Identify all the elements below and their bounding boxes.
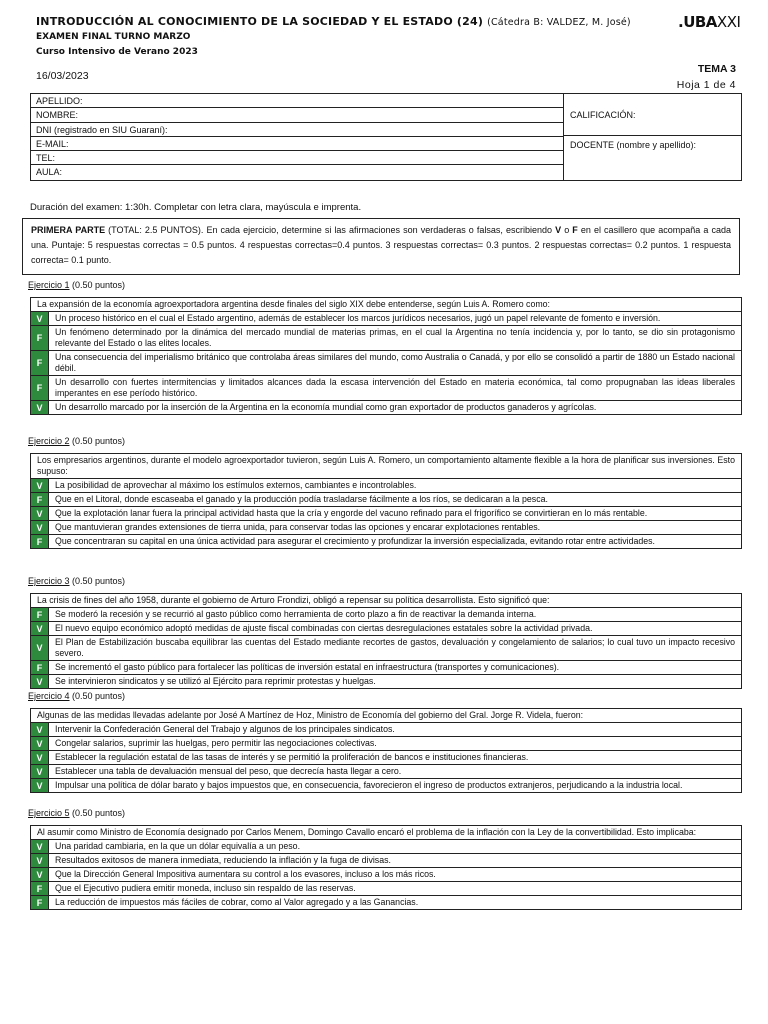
grading-fields	[564, 94, 741, 180]
answer-row	[31, 675, 741, 688]
exercise-question: La expansión de la economía agroexportadora argentina desde finales del siglo XIX debe entenderse, según Luis A. Romero como:	[31, 298, 741, 312]
duration-note: Duración del examen: 1:30h. Completar con letra clara, mayúscula e imprenta.	[30, 202, 362, 213]
answer-row	[31, 751, 741, 765]
answer-row	[31, 854, 741, 868]
answer-box[interactable]: F	[31, 351, 49, 375]
answer-box[interactable]: F	[31, 376, 49, 400]
instructions-label: PRIMERA PARTE	[31, 225, 106, 235]
answer-statement: Establecer la regulación estatal de las tasas de interés y se permitió la proliferación de bancos e instituciones financieras.	[55, 752, 529, 762]
answer-statement: La posibilidad de aprovechar al máximo los estímulos externos, cambiantes e incontrolables.	[55, 480, 417, 490]
instructions-box: PRIMERA PARTE (TOTAL: 2.5 PUNTOS). En cada ejercicio, determine si las afirmaciones son verdaderas o falsas, escribiendo V o F en el casillero que acompaña a cada una. Puntaje: 5 respuestas correctas = 0.5 puntos. 4 respuestas correctas=0.4 puntos. 3 respuestas correctas= 0.3 puntos. 2 respuestas correctas= 0.2 puntos. 1 respuesta correcta= 0.1 punto.	[22, 218, 740, 275]
answer-row	[31, 622, 741, 636]
answer-row	[31, 636, 741, 661]
answer-box[interactable]: F	[31, 326, 49, 350]
answer-row	[31, 661, 741, 675]
answer-row	[31, 326, 741, 351]
answer-statement: Resultados exitosos de manera inmediata, reduciendo la inflación y la fuga de divisas.	[55, 855, 391, 865]
answer-statement: Que la explotación lanar fuera la principal actividad hasta que la cría y engorde del vacuno refinado para el frigorífico se convirtieran en lo más rentable.	[55, 508, 648, 518]
exercise-question: Los empresarios argentinos, durante el modelo agroexportador tuvieron, según Luis A. Romero, un comportamiento altamente flexible a la hora de planificar sus inversiones. Esto supuso:	[31, 454, 741, 479]
answer-box[interactable]: V	[31, 840, 49, 853]
exam-date: 16/03/2023	[36, 70, 89, 82]
answer-box[interactable]: V	[31, 737, 49, 750]
answer-box[interactable]: F	[31, 661, 49, 674]
answer-box[interactable]: V	[31, 312, 49, 325]
tema-label: TEMA 3	[697, 63, 736, 75]
answer-statement: Congelar salarios, suprimir las huelgas, pero permitir las negociaciones colectivas.	[55, 738, 377, 748]
answer-box[interactable]: V	[31, 507, 49, 520]
answer-row	[31, 312, 741, 326]
answer-box[interactable]: V	[31, 675, 49, 688]
field-aula[interactable]: AULA:	[36, 167, 63, 178]
answer-row	[31, 535, 741, 548]
answer-box[interactable]: V	[31, 636, 49, 660]
answer-row	[31, 507, 741, 521]
answer-box[interactable]: F	[31, 896, 49, 909]
answer-statement: Un fenómeno determinado por la dinámica del mercado mundial de materias primas, en el cual la Argentina no tenía incidencia y, por lo tanto, se dio sin protagonismo relevante del Estado o las elites locales.	[55, 327, 735, 348]
answer-row	[31, 521, 741, 535]
answer-statement: Un desarrollo con fuertes intermitencias y limitados alcances dada la escasa intervención del Estado en materia económica, tal como propugnaban las ideas liberales imperantes en ese período histórico.	[55, 377, 735, 398]
exercise-title: Ejercicio 5 (0.50 puntos)	[28, 808, 126, 818]
answer-row	[31, 479, 741, 493]
answer-row	[31, 765, 741, 779]
answer-row	[31, 376, 741, 401]
answer-box[interactable]: V	[31, 723, 49, 736]
answer-row	[31, 882, 741, 896]
answer-statement: Que en el Litoral, donde escaseaba el ganado y la producción podía trasladarse fácilmente a los ríos, se dedicaran a la pesca.	[55, 494, 548, 504]
answer-box[interactable]: F	[31, 882, 49, 895]
uba-xxi-logo: .UBAXXI	[678, 13, 741, 31]
field-nombre[interactable]: NOMBRE:	[31, 108, 563, 122]
answer-statement: Que el Ejecutivo pudiera emitir moneda, incluso sin respaldo de las reservas.	[55, 883, 356, 893]
answer-row	[31, 779, 741, 792]
field-calificacion[interactable]: CALIFICACIÓN:	[564, 94, 741, 136]
field-apellido[interactable]: APELLIDO:	[31, 94, 563, 108]
exercise-title: Ejercicio 3 (0.50 puntos)	[28, 576, 126, 586]
field-tel[interactable]: TEL:	[31, 151, 563, 165]
exercise-question: La crisis de fines del año 1958, durante el gobierno de Arturo Frondizi, obligó a repensar su política desarrollista. Esto significó que:	[31, 594, 741, 608]
answer-statement: Impulsar una política de dólar barato y bajos impuestos que, en consecuencia, favorecieron el ingreso de productos extranjeros, perjudicando a la industria local.	[55, 780, 683, 790]
answer-statement: Una consecuencia del imperialismo británico que controlaba áreas similares del mundo, como Australia o Canadá, y por ello se consolidó a partir de 1880 un Estado nacional débil.	[55, 352, 735, 373]
answer-box[interactable]: V	[31, 622, 49, 635]
exercise-title: Ejercicio 4 (0.50 puntos)	[28, 691, 126, 701]
field-dni[interactable]: DNI (registrado en SIU Guaraní):	[31, 123, 563, 137]
answer-row	[31, 896, 741, 909]
answer-statement: Se intervinieron sindicatos y se utilizó al Ejército para reprimir protestas y huelgas.	[55, 676, 376, 686]
answer-row	[31, 840, 741, 854]
student-id-box	[30, 93, 742, 181]
answer-box[interactable]: V	[31, 479, 49, 492]
answer-row	[31, 401, 741, 414]
exercise-title: Ejercicio 1 (0.50 puntos)	[28, 280, 126, 290]
answer-box[interactable]: V	[31, 765, 49, 778]
answer-row	[31, 351, 741, 376]
answer-statement: Un desarrollo marcado por la inserción de la Argentina en la economía mundial como gran exportador de productos ganaderos y agrícolas.	[55, 402, 597, 412]
answer-box[interactable]: V	[31, 779, 49, 792]
catedra: (Cátedra B: VALDEZ, M. José)	[487, 17, 631, 28]
exercise-block	[30, 825, 742, 910]
answer-box[interactable]: F	[31, 493, 49, 506]
answer-statement: La reducción de impuestos más fáciles de cobrar, como al Valor agregado y a las Ganancias.	[55, 897, 419, 907]
answer-statement: Que la Dirección General Impositiva aumentara su control a los evasores, incluso a los más ricos.	[55, 869, 436, 879]
answer-statement: Que concentraran su capital en una única actividad para asegurar el crecimiento y profundizar la inversión especializada, evitando rotar entre actividades.	[55, 536, 655, 546]
answer-statement: El nuevo equipo económico adoptó medidas de ajuste fiscal combinadas con ciertas desregulaciones estatales sobre la actividad privada.	[55, 623, 593, 633]
answer-row	[31, 608, 741, 622]
answer-statement: Un proceso histórico en el cual el Estado argentino, además de establecer los marcos jurídicos necesarios, jugó un papel relevante de fomento e inversión.	[55, 313, 661, 323]
answer-box[interactable]: F	[31, 535, 49, 548]
answer-box[interactable]: V	[31, 401, 49, 414]
exercise-block	[30, 453, 742, 549]
exercise-title: Ejercicio 2 (0.50 puntos)	[28, 436, 126, 446]
answer-box[interactable]: V	[31, 751, 49, 764]
answer-row	[31, 493, 741, 507]
answer-row	[31, 723, 741, 737]
answer-statement: Establecer una tabla de devaluación mensual del peso, que decrecía hasta llegar a cero.	[55, 766, 402, 776]
field-email[interactable]: E-MAIL:	[31, 137, 563, 151]
exercise-block	[30, 708, 742, 793]
answer-box[interactable]: F	[31, 608, 49, 621]
exam-name: EXAMEN FINAL TURNO MARZO	[36, 32, 191, 42]
exercise-question: Algunas de las medidas llevadas adelante por José A Martínez de Hoz, Ministro de Economía del gobierno del Gral. Jorge R. Videla, fueron:	[31, 709, 741, 723]
answer-statement: Intervenir la Confederación General del Trabajo y algunos de los principales sindicatos.	[55, 724, 395, 734]
field-docente[interactable]: DOCENTE (nombre y apellido):	[570, 140, 697, 150]
answer-row	[31, 737, 741, 751]
exercise-block	[30, 297, 742, 415]
answer-row	[31, 868, 741, 882]
answer-statement: Se incrementó el gasto público para fortalecer las políticas de inversión estatal en infraestructura (transportes y comunicaciones).	[55, 662, 560, 672]
student-fields	[31, 94, 564, 180]
exercise-question: Al asumir como Ministro de Economía designado por Carlos Menem, Domingo Cavallo encaró el problema de la inflación con la Ley de la convertibilidad. Esto implicaba:	[31, 826, 741, 840]
answer-statement: Se moderó la recesión y se recurrió al gasto público como herramienta de corto plazo a fin de reactivar la demanda interna.	[55, 609, 537, 619]
answer-statement: Una paridad cambiaria, en la que un dólar equivalía a un peso.	[55, 841, 301, 851]
answer-box[interactable]: V	[31, 868, 49, 881]
course-name: Curso Intensivo de Verano 2023	[36, 47, 198, 57]
answer-box[interactable]: V	[31, 521, 49, 534]
answer-box[interactable]: V	[31, 854, 49, 867]
answer-statement: Que mantuvieran grandes extensiones de tierra unida, para conservar todas las opciones y encarar explotaciones rentables.	[55, 522, 541, 532]
exercise-block	[30, 593, 742, 689]
course-title: INTRODUCCIÓN AL CONOCIMIENTO DE LA SOCIEDAD Y EL ESTADO (24) (Cátedra B: VALDEZ, M. José)	[36, 15, 631, 28]
page-counter: Hoja 1 de 4	[676, 79, 736, 91]
answer-statement: El Plan de Estabilización buscaba equilibrar las cuentas del Estado mediante recortes de gastos, devaluación y congelamiento de salarios; lo cual tuvo un impacto recesivo severo.	[55, 637, 735, 658]
